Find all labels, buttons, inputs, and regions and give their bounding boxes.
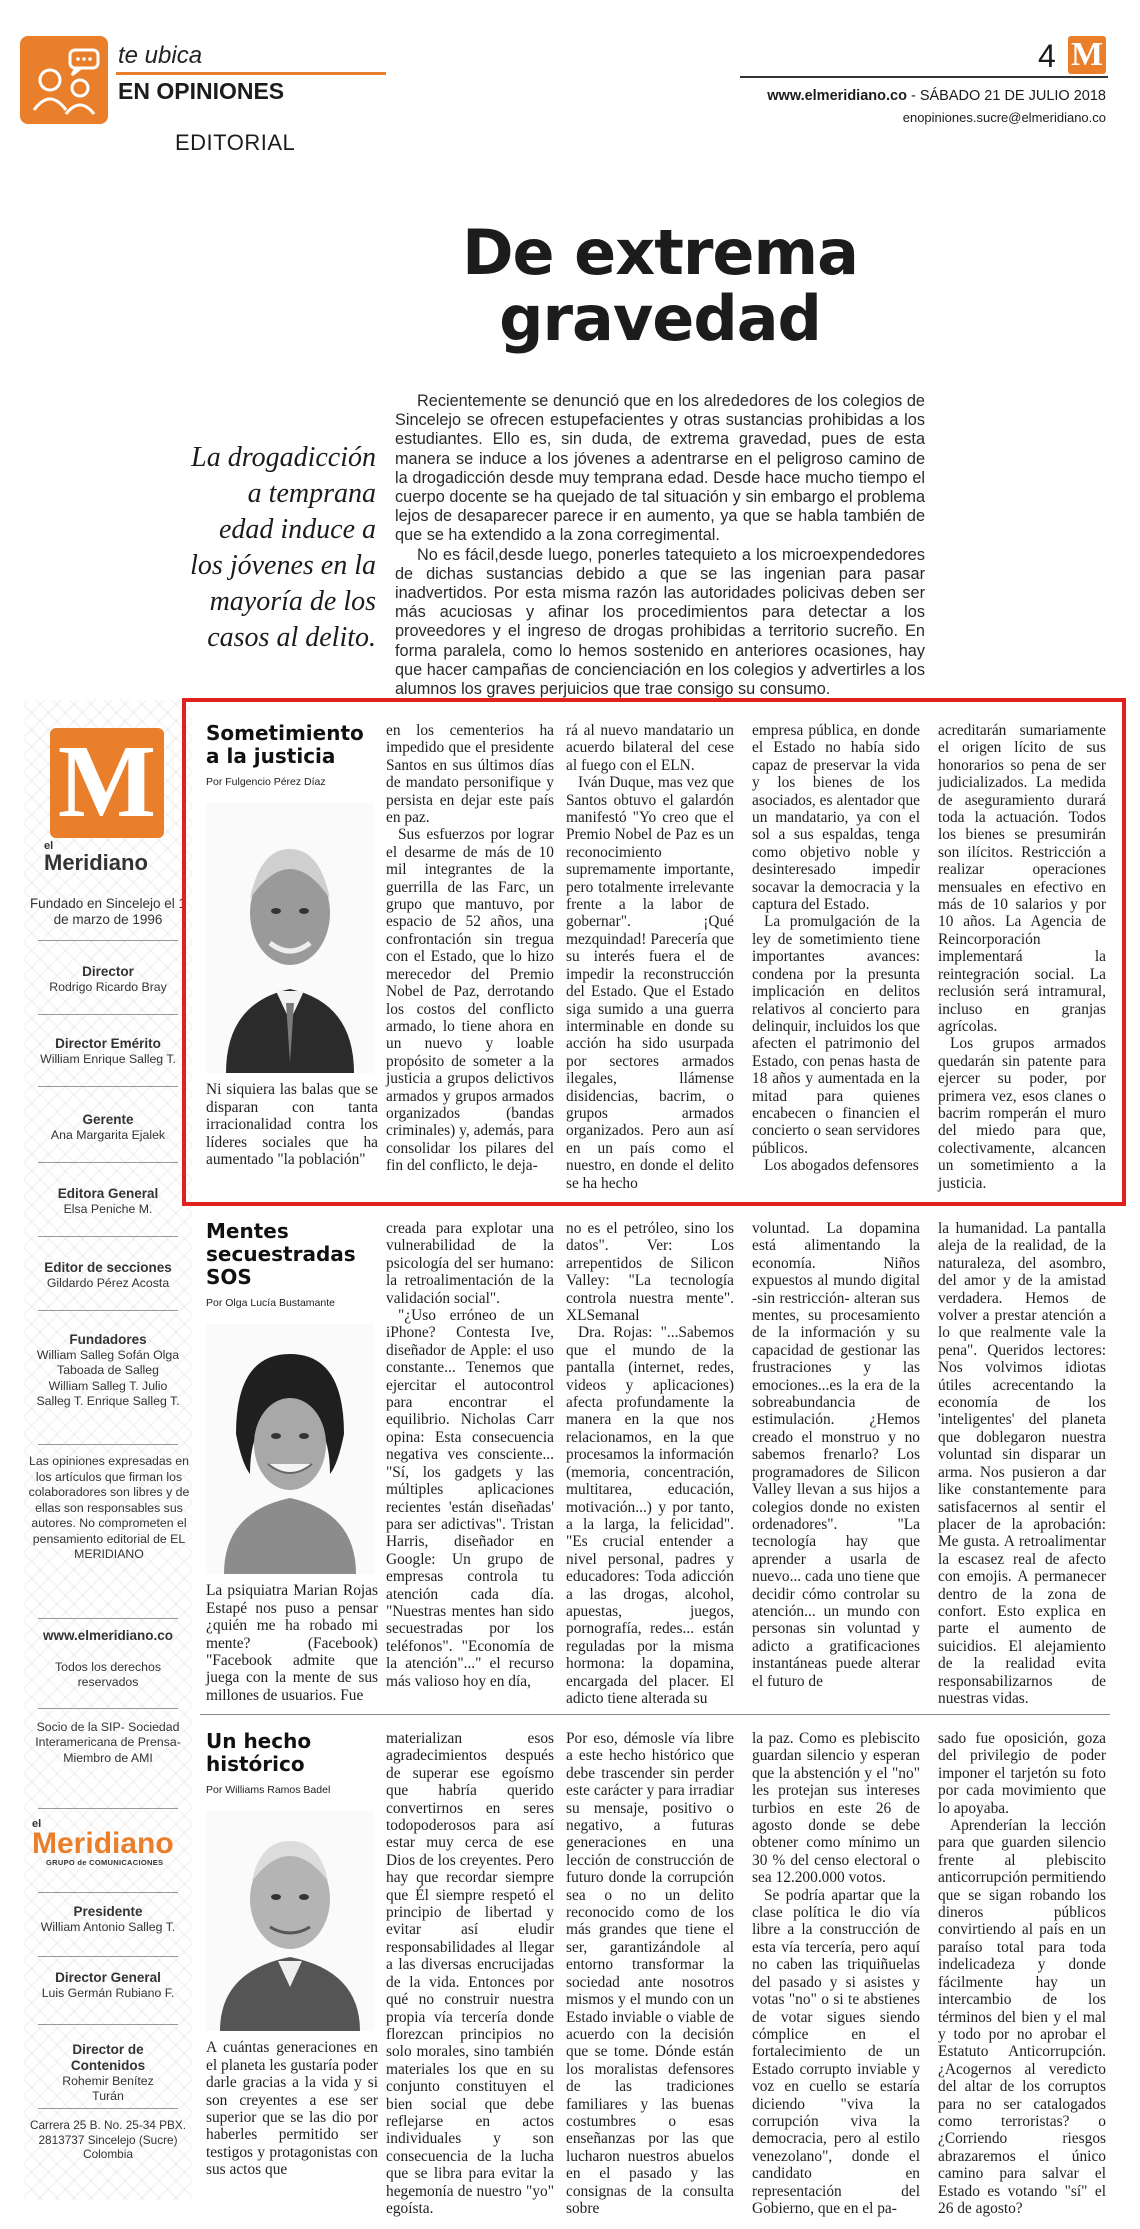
section-divider (200, 1714, 1110, 1715)
staff-names: Luis Germán Rubiano F. (41, 1986, 175, 2000)
staff-role: Director General (55, 1970, 161, 1985)
article-caption: La psiquiatra Marian Rojas Estapé nos puso a pensar ¿quién me ha robado mi mente? (Facebook) "Facebook admite que juega con la mente de sus millones de usuarios. Fue (206, 1582, 378, 1704)
staff-names: William Enrique Salleg T. (40, 1052, 176, 1066)
brand-badge: M (1068, 36, 1106, 74)
disclaimer: Las opiniones expresadas en los artículos que firman los colaboradores son libres y de ellas son responsables sus autores. No comprometen el pensamiento editorial de EL MERIDIANO (28, 1454, 190, 1561)
staff-director-contenidos (24, 2042, 192, 2105)
editorial-paragraph: No es fácil,desde luego, ponerles tatequieto a los microexpendedores de dichas sustancias debido a que se las ingenian para pasar inadvertidos. Por esta misma razón las autoridades policivas deben ser más acuciosas y afinar los procedimientos para detectar a los proveedores y el ingreso de drogas prohibidas a territorio sucreño. En forma paralela, como lo hemos sostenido en anteriores ocasiones, hay que hacer campañas de concienciación en los colegios y advertirles a los alumnos los graves perjuicios que trae consigo su consumo. (395, 545, 925, 699)
article-paragraph: "¿Uso erróneo de un iPhone? Contesta Ive, diseñador de Apple: el uso constante... Tenemos que ejercitar el autocontrol para encontrar el equilibrio. Nicholas Carr opina: Esta consecuencia negativa ves consciente... "Sí, los gadgets y las múltiples aplicaciones recientes 'están diseñadas' para ser adictivas". Tristan Harris, diseñador en Google: Un grupo de empresas controla tu atención cada día. "Nuestras mentes han sido secuestradas por los teléfonos". "Economía de la atención"..." el recurso más valioso hoy en día, (386, 1307, 554, 1690)
staff-director-emerito (24, 1036, 192, 1067)
divider (38, 940, 178, 941)
divider (38, 1014, 178, 1015)
author-portrait-image (206, 803, 374, 1073)
staff-role: Director Emérito (55, 1036, 161, 1051)
author-photo (206, 803, 374, 1073)
staff-role: Director (82, 964, 134, 979)
article-paragraph: rá al nuevo mandatario un acuerdo bilateral del cese al fuego con el ELN. (566, 722, 734, 774)
editorial-paragraph: Recientemente se denunció que en los alrededores de los colegios de Sincelejo se ofrecen estupefacientes y otras sustancias prohibidas a los estudiantes. Ello es, sin duda, de extrema gravedad, pues de esta manera se induce a los jóvenes a adentrarse en el peligroso camino de la drogadicción desde muy temprana edad. Desde hace mucho tiempo el cuerpo docente se ha quejado de tal situación y sin embargo el problema lejos de desaparecer parece ir en aumento, ya que se habla también de que se ha extendido a la zona corregimental. (395, 392, 925, 545)
article-byline: Por Fulgencio Pérez Díaz (206, 776, 326, 788)
article-paragraph: Dra. Rojas: "...Sabemos que el mundo de la pantalla (internet, redes, videos y aplicaciones) afecta profundamente la manera en la que nos relacionamos, en la que procesamos la información (memoria, concentración, multitarea, educación, motivación...) y por tanto, a la larga, la felicidad". "Es crucial entender a nivel personal, padres y educadores: Toda adicción a las drogas, alcohol, apuestas, juegos, pornografía, redes... están reguladas por la misma hormona: la dopamina, encargada del placer. El adicto tiene alterada su (566, 1324, 734, 1707)
article-sometimiento-lead (206, 722, 378, 1168)
divider (38, 1808, 178, 1809)
article-hecho-lead (206, 1730, 378, 2179)
article-column (386, 1220, 554, 1690)
pull-quote: La drogadicción a temprana edad induce a los jóvenes en la mayoría de los casos al delito. (190, 442, 376, 653)
article-column (752, 1730, 920, 2217)
author-photo (206, 1811, 374, 2031)
founded-note: Fundado en Sincelejo el 1 de marzo de 1996 (29, 896, 187, 927)
article-mentes-lead (206, 1220, 378, 1704)
staff-role: Fundadores (69, 1332, 147, 1347)
issue-date: - SÁBADO 21 DE JULIO 2018 (906, 88, 1106, 104)
article-caption: Ni siquiera las balas que se disparan con tanta irracionalidad contra los líderes sociales que ha aumentado "la población" (206, 1081, 378, 1169)
site-link[interactable]: www.elmeridiano.co (767, 88, 907, 104)
article-byline: Por Olga Lucía Bustamante (206, 1297, 335, 1309)
kicker-rule (116, 72, 386, 75)
staff-director-general (24, 1970, 192, 2001)
sip-membership: Socio de la SIP- Sociedad Interamericana de Prensa- Miembro de AMI (35, 1720, 181, 1765)
divider (38, 2024, 178, 2025)
article-paragraph: no es el petróleo, sino los datos". Ver: Los arrepentidos de Silicon Valley: "La tecnología controla nuestra mente". XLSemanal (566, 1220, 734, 1325)
staff-presidente (24, 1904, 192, 1935)
article-paragraph: La promulgación de la ley de sometimiento tiene importantes avances: condena por la presunta implicación en delitos relativos al concierto para delinquir, incluidos los que afecten el patrimonio del Estado, con penas hasta de 18 años y aumentada en la mitad para quienes encabecen o financien el concierto o sean servidores públicos. (752, 913, 920, 1157)
article-title: Un hecho histórico (206, 1729, 312, 1776)
editorial-tag: EDITORIAL (175, 130, 296, 155)
article-paragraph: la paz. Como es plebiscito guardan silencio y esperan que la abstención y el "no" les protejan sus intereses turbios en este 26 de agosto donde se debe obtener como mínimo un 30 % del censo electoral o sea 12.200.000 votos. (752, 1730, 920, 1887)
divider (38, 1708, 178, 1709)
group-tagline: GRUPO de COMUNICACIONES (46, 1858, 164, 1867)
divider (38, 1892, 178, 1893)
article-paragraph: Sus esfuerzos por lograr el desarme de más de 10 mil integrantes de la guerrilla de las Farc, un grupo que mantuvo, por espacio de 52 años, una confrontación sin tregua con el Estado, que lo hizo merecedor del Premio Nobel de Paz, derrotando los costos del conflicto armado, lo tiene ahora en un nuevo y loable propósito de someter a la justicia a grupos delictivos armados y grupos armados organizados (bandas criminales) y, además, para consolidar los pilares del fin del conflicto, le deja- (386, 826, 554, 1175)
article-paragraph: Iván Duque, mas vez que Santos obtuvo el galardón manifestó "Yo creo que el Premio Nobel de Paz es un reconocimiento supremamente importante, pero totalmente irrelevante frente a la labor de gobernar". ¡Qué mezquindad! Parecería que su interés fuera el de impedir la reconstrucción del Estado. Que el Estado siga sumido a una guerra interminable en donde su acción ha sido usurpada por sectores armados ilegales, llámense disidencias, bacrim, o grupos armados organizados. Pero aun así en un país como el nuestro, en donde el delito se ha hecho (566, 774, 734, 1192)
divider (38, 1444, 178, 1445)
divider (38, 1618, 178, 1619)
divider (38, 1162, 178, 1163)
group-name-rest: eridiano (57, 1827, 174, 1860)
staff-role: Presidente (73, 1904, 143, 1919)
group-logo (32, 1818, 182, 1867)
staff-fundadores (24, 1332, 192, 1410)
staff-names: Rodrigo Ricardo Bray (49, 980, 167, 994)
author-portrait-image (206, 1811, 374, 2031)
article-paragraph: Los grupos armados quedarán sin patente para ejercer su poder, por primera vez, esos clanes o bacrim romperán el muro del miedo para que, colectivamente, alcancen un sometimiento a la justicia. (938, 1035, 1106, 1192)
article-column (386, 1730, 554, 2217)
divider (38, 2108, 178, 2109)
article-paragraph: sado fue oposición, goza del privilegio de poder imponer el tarjetón su foto por cada movimiento que lo apoyaba. (938, 1730, 1106, 1817)
masthead-sidebar (24, 700, 192, 2200)
article-caption: A cuántas generaciones en el planeta les gustaría poder darle gracias a la vida y si son creyentes a ese ser superior que se las dio por haberles permitido ser testigos y protagonistas con sus actos que (206, 2039, 378, 2179)
article-paragraph: la humanidad. La pantalla aleja de la realidad, de la naturaleza, del asombro, del amor y de la amistad verdadera. Hemos de volver a prestar atención a lo que realmente vale la pena". Queridos lectores: Nos volvimos idiotas útiles acrecentando la economía de los 'inteligentes' del planeta que doblegaron nuestra voluntad sin disparar un arma. Nos pusieron a dar like constantemente para satisfacernos al sentir el placer de la aprobación: Me gusta. A retroalimentar la escasez real de afecto con emojis. A permanecer dentro de la zona de confort. Esto explica en parte el aumento de suicidios. El alejamiento de la realidad evita responsabilizarnos de nuestras vidas. (938, 1220, 1106, 1707)
staff-role: Gerente (82, 1112, 134, 1127)
divider (38, 1236, 178, 1237)
article-column (566, 722, 734, 1192)
staff-role: Editor de secciones (44, 1260, 172, 1275)
article-paragraph: acreditarán sumariamente el origen lícito de sus honorarios so pena de ser judicializados. La medida de aseguramiento durará toda la actuación. Todos los bienes se presumirán son ilícitos. Restricción a realizar operaciones mensuales en efectivo en más de 10 salarios y por 10 años. La Agencia de Reincorporación implementará la reintegración social. La reclusión será intramural, incluso en granjas agrícolas. (938, 722, 1106, 1035)
staff-names: Rohemir Benítez Turán (62, 2074, 154, 2104)
author-portrait-image (206, 1324, 374, 1574)
article-column (566, 1220, 734, 1707)
article-column (752, 722, 920, 1175)
staff-names: Ana Margarita Ejalek (50, 1128, 166, 1142)
people-chat-icon (20, 36, 108, 124)
staff-director (24, 964, 192, 995)
masthead-brand (44, 840, 194, 874)
group-name-initial: M (32, 1827, 57, 1860)
group-prefix: el (32, 1818, 42, 1830)
staff-editora (24, 1186, 192, 1217)
header-rule (740, 76, 1108, 78)
section-name: EN OPINIONES (118, 78, 285, 104)
website-link[interactable]: www.elmeridiano.co (42, 1628, 174, 1643)
article-column (386, 722, 554, 1175)
article-title: Mentes secuestradas SOS (206, 1219, 356, 1289)
article-byline: Por Williams Ramos Badel (206, 1784, 331, 1796)
brand-name: Meridiano (44, 850, 148, 875)
staff-names: William Antonio Salleg T. (40, 1920, 176, 1934)
staff-names: William Salleg Sofán Olga Taboada de Salleg William Salleg T. Julio Salleg T. Enrique Salleg T. (36, 1348, 180, 1409)
masthead-logo (50, 724, 164, 839)
staff-role: Editora General (57, 1186, 159, 1201)
divider (38, 1956, 178, 1957)
dateline (767, 88, 1106, 104)
staff-gerente (24, 1112, 192, 1143)
divider (38, 1310, 178, 1311)
article-paragraph: Por eso, démosle vía libre a este hecho histórico que debe trascender sin perder este carácter y para irradiar su mensaje, positivo o negativo, a futuras generaciones en una lección de construcción de futuro donde la corrupción sea o no un delito reconocido como de los más grandes que tiene el ser, garantizándole al entorno transformar la sociedad ante nosotros mismos y el mundo con un Estado inviable o viable de acuerdo con la decisión que se tome. Dónde están los moralistas defensores de las tradiciones familiares y las buenas costumbres o esas enseñanzas por las que lucharon nuestros abuelos en el pasado y las consignas de la consulta sobre (566, 1730, 734, 2217)
article-paragraph: Los abogados defensores (764, 1157, 919, 1175)
logo-letter: M (57, 724, 157, 839)
article-paragraph: empresa pública, en donde el Estado no había sido capaz de preservar la vida y los bienes de los asociados, es alentador que un mandatario, ya con el sol a sus espaldas, tenga como objetivo noble y desinteresado impedir socavar la democracia y la captura del Estado. (752, 722, 920, 914)
staff-editor-secciones (24, 1260, 192, 1291)
staff-role: Director de Contenidos (70, 2042, 146, 2073)
article-column (938, 722, 1106, 1192)
group-name (32, 1827, 182, 1860)
article-column (752, 1220, 920, 1690)
section-logo (20, 36, 108, 124)
article-paragraph: en los cementerios ha impedido que el presidente Santos en sus últimos días de mandato personifique y persista en dejar este país en paz. (386, 722, 554, 827)
rights-note: Todos los derechos reservados (55, 1660, 161, 1690)
author-photo (206, 1324, 374, 1574)
address: Carrera 25 B. No. 25-34 PBX. 2813737 Sincelejo (Sucre) Colombia (29, 2118, 187, 2161)
staff-names: Elsa Peniche M. (63, 1202, 153, 1216)
article-paragraph: voluntad. La dopamina está alimentando la economía. Niños expuestos al mundo digital -sin restricción- alteran sus mentes, su procesamiento de la información y su capacidad de gestionar las frustraciones y las emociones...es la era de la sobreabundancia de estimulación. ¿Hemos creado el monstruo y no sabemos frenarlo? Los programadores de Silicon Valley llevan a sus hijos a colegios donde no existen ordenadores". "La tecnología hay que aprender a usarla de nuevo... cada uno tiene que decidir cómo controlar su atención... un mundo con personas sin voluntad y adicto a gratificaciones instantáneas puede alterar el futuro de (752, 1220, 920, 1690)
editorial-headline: De extrema gravedad (462, 216, 858, 355)
staff-names: Gildardo Pérez Acosta (46, 1276, 170, 1290)
article-column (566, 1730, 734, 2217)
article-paragraph: Aprenderían la lección para que guarden silencio frente al plebiscito anticorrupción permitiendo que se sigan robando los dineros públicos convirtiendo al país en un paraíso total para toda indelicadeza y donde fácilmente hay un intercambio de los términos del bien y el mal y todo por no aprobar el Estatuto Anticorrupción. ¿Acogernos al veredicto del altar de los corruptos para no ser catalogados como terroristas? o ¿Corriendo riesgos abrazaremos el único camino para salvar el Estado es votando "sí" el 26 de agosto? (938, 1817, 1106, 2217)
page-number: 4 (1038, 38, 1056, 74)
divider (38, 1086, 178, 1087)
contact-email[interactable]: enopiniones.sucre@elmeridiano.co (902, 110, 1106, 125)
article-paragraph: materializan esos agradecimientos después de superar ese egoísmo que habría querido convertirnos en seres todopoderosos para así estar muy cerca de ese Dios de los creyentes. Pero hay que recordar siempre que Él siempre respetó el principio de libertad y evitar así eludir responsabilidades al llegar a las diversas encrucijadas de la vida. Entonces por qué no construir nuestra propia vía tercería donde florezcan principios no solo morales, sino también materiales los que en su conjunto constituyen el bien social que debe reflejarse en actos individuales y son consecuencia de la lucha que se libra para evitar la hegemonía de nuestro "yo" egoísta. (386, 1730, 554, 2217)
article-column (938, 1730, 1106, 2217)
article-column (938, 1220, 1106, 1707)
section-kicker: te ubica (118, 42, 203, 69)
article-title: Sometimiento a la justicia (206, 721, 364, 768)
article-paragraph: Se podría apartar que la clase política le dio vía libre a la construcción de esta vía tercería, pero aquí no caben las triquiñuelas del pasado y si asistes y votas "no" o si te abstienes de votar sigues siendo cómplice en el fortalecimiento de un Estado corrupto inviable y voz en cuello se estaría diciendo "viva la corrupción viva la democracia, pero al estilo venezolano", donde el candidato en representación del Gobierno, que en el pa- (752, 1886, 920, 2217)
article-paragraph: creada para explotar una vulnerabilidad de la psicología del ser humano: la retroalimentación de la validación social". (386, 1220, 554, 1307)
editorial-body (395, 392, 925, 699)
brand-prefix: el (44, 840, 54, 852)
